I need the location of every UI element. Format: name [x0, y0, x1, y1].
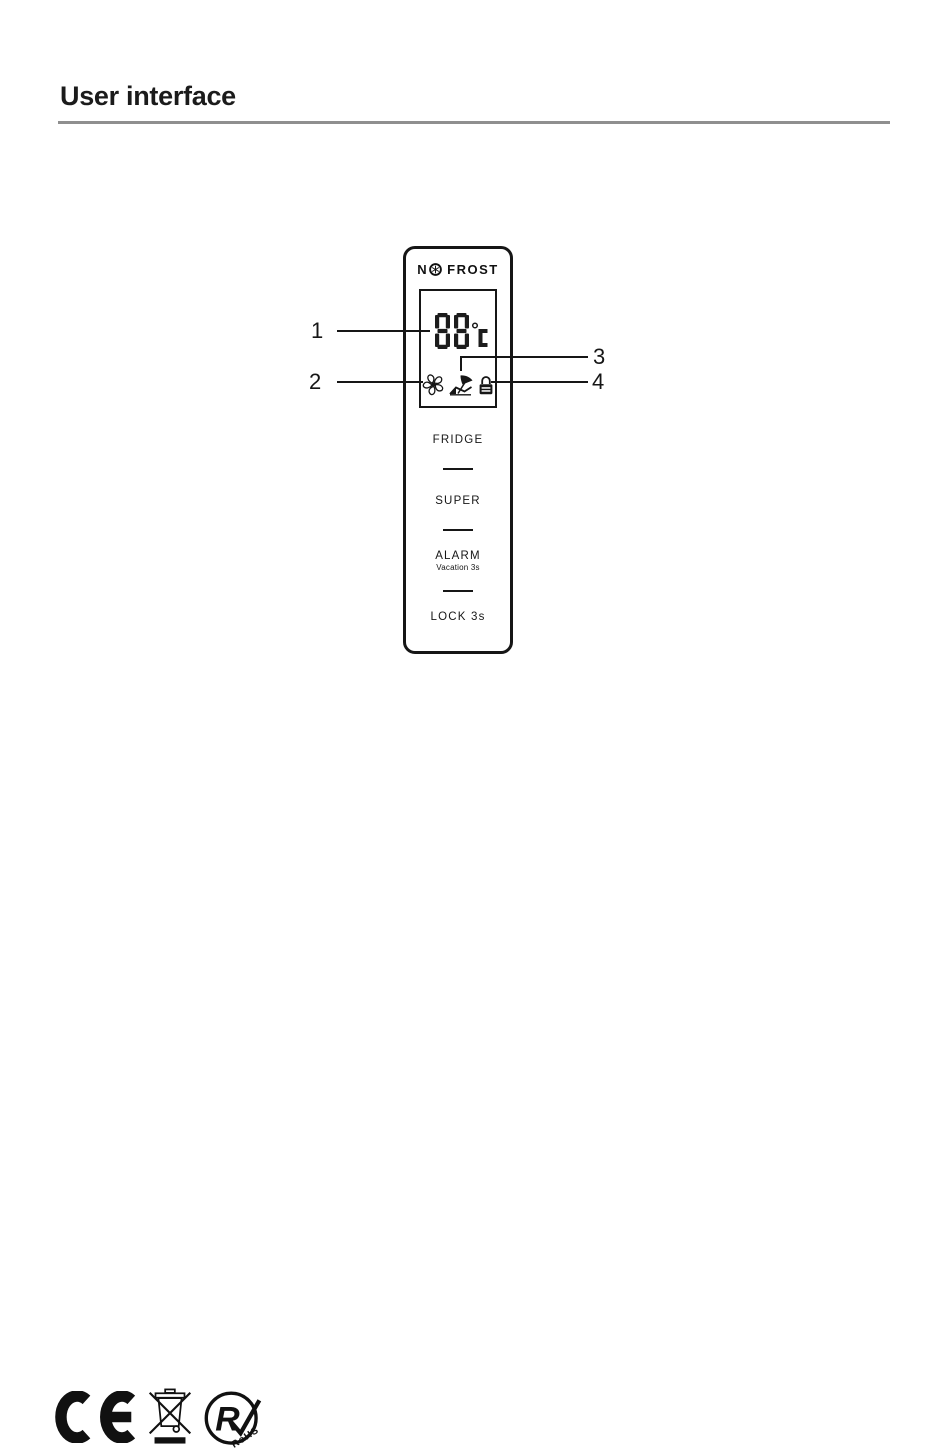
page-title: User interface	[60, 81, 236, 111]
callout-number-3: 3	[593, 344, 606, 369]
no-frost-prefix: N	[417, 262, 429, 277]
callout-line-3	[460, 356, 588, 358]
touch-divider-3	[443, 590, 473, 592]
rohs-r-letter: R	[215, 1400, 240, 1439]
no-frost-label	[406, 262, 510, 277]
indicator-icon-row	[421, 370, 495, 396]
touch-divider-1	[443, 468, 473, 470]
callout-number-4: 4	[592, 369, 605, 394]
button-label-super: SUPER	[435, 495, 481, 507]
rohs-curved-text: RoHS	[229, 1424, 262, 1451]
button-label-fridge: FRIDGE	[432, 434, 484, 446]
control-panel	[403, 246, 513, 654]
callout-line-4	[491, 381, 588, 383]
title-rule	[58, 121, 890, 124]
button-sublabel-vacation: Vacation 3s	[436, 563, 480, 572]
snowflake-o-icon	[429, 263, 442, 276]
vacation-icon	[449, 374, 474, 396]
temperature-display	[435, 311, 493, 351]
button-label-lock: LOCK 3s	[430, 611, 486, 623]
no-frost-suffix: FROST	[447, 262, 499, 277]
button-label-alarm: ALARM	[435, 550, 481, 562]
callout-line-1	[337, 330, 430, 332]
rohs-logo	[203, 1388, 265, 1452]
lock-icon	[478, 375, 494, 396]
weee-bin-logo	[147, 1387, 193, 1445]
ce-mark-logo	[55, 1391, 137, 1443]
fan-icon	[422, 373, 445, 396]
callout-number-1: 1	[311, 318, 324, 343]
display-window	[419, 289, 497, 408]
touch-divider-2	[443, 529, 473, 531]
callout-number-2: 2	[309, 369, 322, 394]
callout-line-2	[337, 381, 423, 383]
callout-line-3-elbow	[460, 356, 462, 371]
